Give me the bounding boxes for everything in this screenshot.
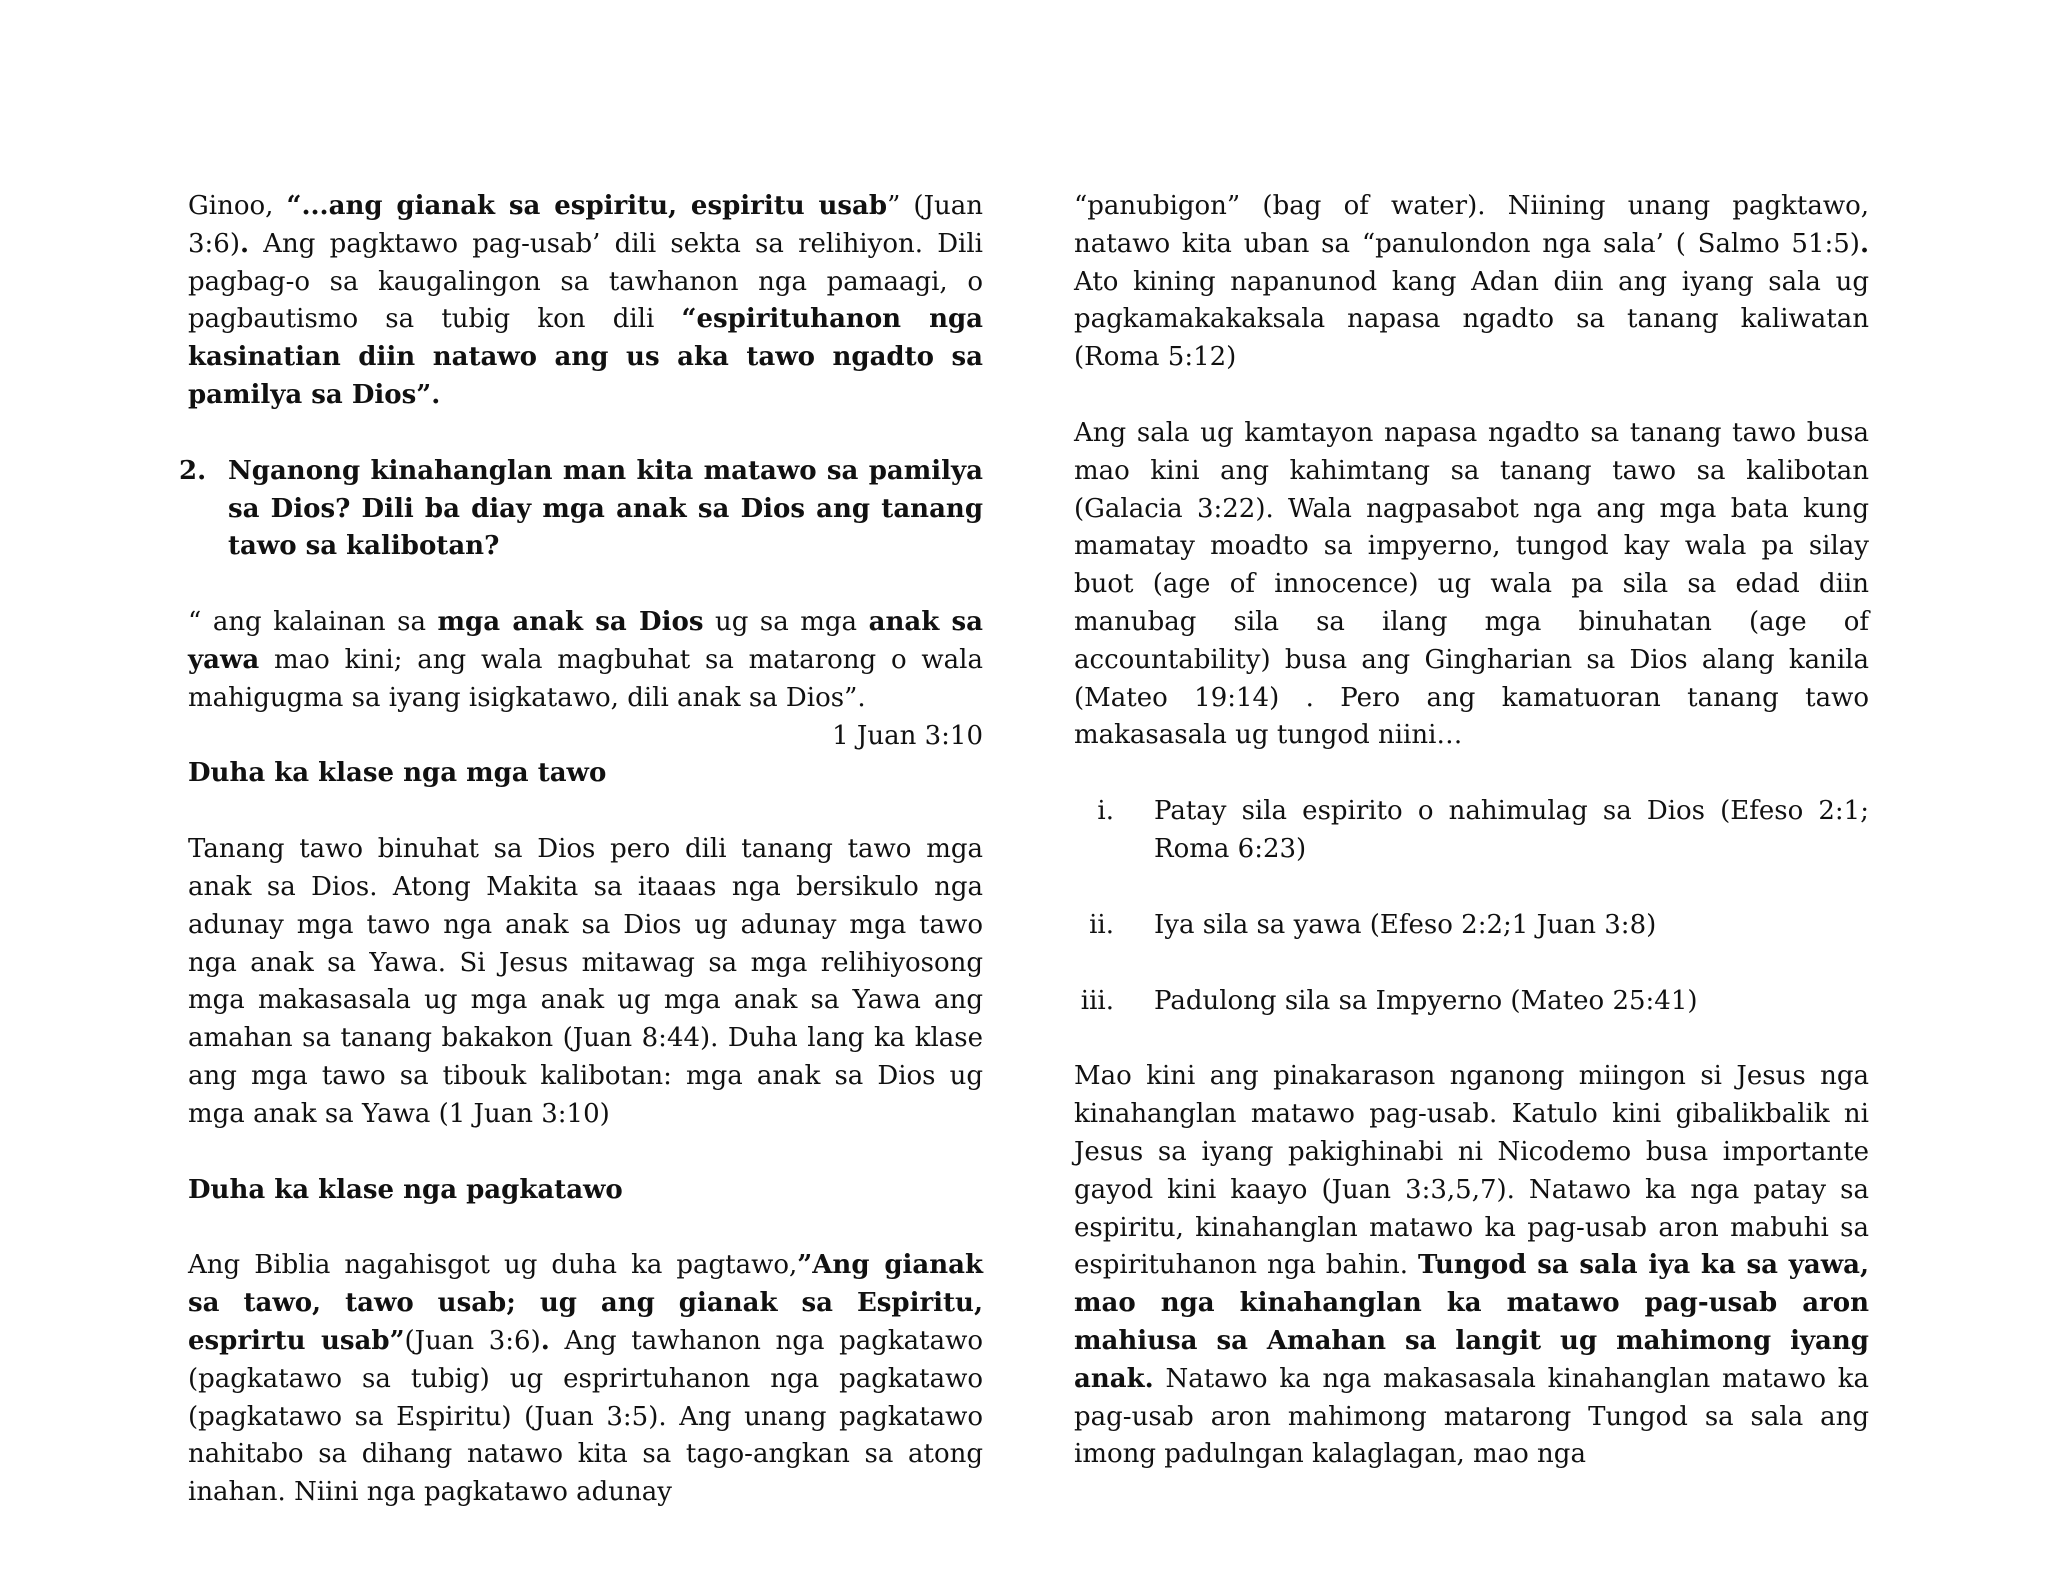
list-text: Patay sila espirito o nahimulag sa Dios (Efeso 2:1; Roma 6:23) xyxy=(1154,796,1869,864)
list-numeral: i. xyxy=(1097,796,1114,827)
text-run: mao kini; ang wala magbuhat sa matarong o wala mahigugma sa iyang isigkatawo, dili anak sa Dios”. xyxy=(188,644,983,713)
paragraph-intro xyxy=(188,188,983,415)
roman-list xyxy=(1074,793,1869,1020)
text-run: Ang Biblia nagahisgot ug duha ka pagtawo, xyxy=(188,1250,798,1281)
scripture-reference: 1 Juan 3:10 xyxy=(832,720,983,751)
right-column xyxy=(1074,188,1869,1474)
text-run: Ginoo, xyxy=(188,191,287,221)
left-column xyxy=(179,188,984,1512)
bold-term: anak sa yawa xyxy=(188,607,983,675)
question-2 xyxy=(179,453,983,566)
bold-term: mga anak sa Dios xyxy=(437,607,704,638)
text-run: Mao kini ang pinakarason nganong miingon si Jesus nga kinahanglan matawo pag-usab. Katulo kini gibalikbalik ni Jesus sa iyang pakighinabi ni Nicodemo busa importante gayod kini kaayo (Juan 3:3,5,7). Natawo ka nga patay sa espiritu, kinahanglan matawo ka pag-usab aron mabuhi sa espirituhanon nga bahin. xyxy=(1074,1061,1869,1281)
list-numeral: iii. xyxy=(1080,985,1114,1016)
bold-definition: “espirituhanon nga kasinatian diin natawo ang us aka tawo ngadto sa pamilya sa Dios”. xyxy=(188,304,983,410)
paragraph-born-again xyxy=(1074,1058,1869,1474)
paragraph-two-kinds-people: Tanang tawo binuhat sa Dios pero dili tanang tawo mga anak sa Dios. Atong Makita sa itaaas nga bersikulo nga adunay mga tawo nga anak sa Dios ug adunay mga tawo nga anak sa Yawa. Si Jesus mitawag sa mga relihiyosong mga makasasala ug mga anak ug mga anak sa Yawa ang amahan sa tanang bakakon (Juan 8:44). Duha lang ka klase ang mga tawo sa tibouk kalibotan: mga anak sa Dios ug mga anak sa Yawa (1 Juan 3:10) xyxy=(188,834,983,1129)
list-numeral: ii. xyxy=(1089,909,1114,940)
heading-text: Duha ka klase nga pagkatawo xyxy=(188,1174,623,1205)
list-text: Iya sila sa yawa (Efeso 2:2;1 Juan 3:8) xyxy=(1154,909,1657,940)
question-text: Nganong kinahanglan man kita matawo sa pamilya sa Dios? Dili ba diay mga anak sa Dios ang tanang tawo sa kalibotan? xyxy=(228,455,983,562)
scripture-quote xyxy=(188,604,983,717)
section-heading xyxy=(188,755,983,793)
paragraph-sin-condition: Ang sala ug kamtayon napasa ngadto sa tanang tawo busa mao kini ang kahimtang sa tanang tawo sa kalibotan (Galacia 3:22). Wala nagpasabot nga ang mga bata kung mamatay moadto sa impyerno, tungod kay wala pa silay buot (age of innocence) ug wala pa sila sa edad diin manubag sila sa ilang mga binuhatan (age of accountability) busa ang Gingharian sa Dios alang kanila (Mateo 19:14) . Pero ang kamatuoran tanang tawo makasasala ug tungod niini… xyxy=(1074,417,1869,751)
question-number: 2. xyxy=(179,455,207,486)
text-run: ” (Juan 3:6) xyxy=(188,191,983,259)
paragraph-water-birth xyxy=(1074,188,1869,377)
list-item xyxy=(1074,983,1869,1021)
list-item xyxy=(1074,793,1869,869)
text-run: Ang pagktawo pag-usab’ dili sekta sa relihiyon. Dili pagbag-o sa kaugalingon sa tawhanon nga pamaagi, o pagbautismo sa tubig kon dili xyxy=(188,228,983,335)
text-run: (Juan 3:6) xyxy=(404,1325,541,1356)
text-run: “panubigon” (bag of water). Niining unang pagktawo, natawo kita uban sa “panulondon nga sala’ ( Salmo 51:5) xyxy=(1074,191,1869,259)
bold-period: . xyxy=(240,228,250,259)
list-text: Padulong sila sa Impyerno (Mateo 25:41) xyxy=(1154,985,1698,1016)
text-run: Ang tawhanon nga pagkatawo (pagkatawo sa tubig) ug esprirtuhanon nga pagkatawo (pagkatawo sa Espiritu) (Juan 3:5). Ang unang pagkatawo nahitabo sa dihang natawo kita sa tago-angkan sa atong inahan. Niini nga pagkatawo adunay xyxy=(188,1325,984,1508)
bold-period: . xyxy=(540,1325,550,1356)
bold-quote: ”Ang gianak sa tawo, tawo usab; ug ang gianak sa Espiritu, esprirtu usab” xyxy=(188,1250,983,1356)
heading-text: Duha ka klase nga mga tawo xyxy=(188,758,607,789)
text-run: Ato kining napanunod kang Adan diin ang iyang sala ug pagkamakakaksala napasa ngadto sa tanang kaliwatan (Roma 5:12) xyxy=(1074,266,1869,373)
text-run: ug sa mga xyxy=(703,607,869,638)
section-heading xyxy=(188,1172,983,1210)
bold-quote: “...ang gianak sa espiritu, espiritu usab xyxy=(286,191,888,221)
text-run: Natawo ka nga makasasala kinahanglan matawo ka pag-usab aron mahimong matarong Tungod sa sala ang imong padulngan kalaglagan, mao nga xyxy=(1074,1363,1869,1470)
list-item xyxy=(1074,907,1869,945)
bold-period: . xyxy=(1859,228,1869,259)
text-run: “ ang kalainan sa xyxy=(188,607,438,638)
paragraph-two-births xyxy=(188,1247,983,1512)
bold-emphasis: Tungod sa sala iya ka sa yawa, mao nga kinahanglan ka matawo pag-usab aron mahiusa sa Amahan sa langit ug mahimong iyang anak. xyxy=(1074,1250,1869,1394)
